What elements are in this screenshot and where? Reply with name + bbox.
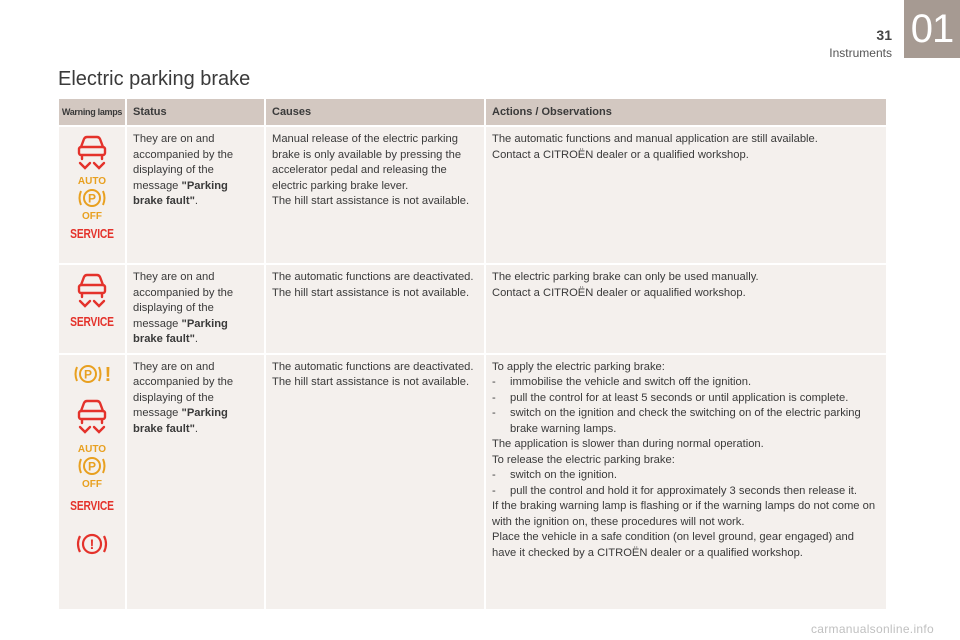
table-header-row (59, 99, 886, 127)
status-cell (127, 127, 264, 265)
status-text: They are on and accompanied by the displaying of the message (133, 133, 234, 192)
section-name: Instruments (829, 46, 892, 60)
action-list-item (492, 468, 880, 484)
action-list-item (492, 391, 880, 407)
service-icon: SERVICE (70, 498, 114, 513)
action-line: If the braking warning lamp is flashing or if the warning lamps do not come on with the ignition on, these procedures will not work. (492, 500, 876, 528)
cause-line: The hill start assistance is not available. (272, 195, 470, 207)
header-status: Status (127, 99, 264, 127)
warning-lamps-table (57, 99, 888, 611)
status-text: They are on and accompanied by the displaying of the message (133, 271, 234, 330)
service-icon: SERVICE (70, 315, 114, 329)
auto-p-off-icon (73, 443, 111, 489)
actions-cell (486, 355, 886, 611)
status-end: . (194, 333, 198, 345)
off-label: OFF (82, 211, 102, 221)
watermark: carmanualsonline.info (810, 622, 934, 636)
status-cell (127, 265, 264, 355)
status-cell (127, 355, 264, 611)
action-line: Place the vehicle in a safe condition (on level ground, gear engaged) and have it checked by a CITROËN dealer or a qualified workshop. (492, 531, 854, 559)
header-warning-lamps: Warning lamps (59, 99, 125, 127)
p-label: P (87, 191, 97, 206)
causes-cell (266, 265, 484, 355)
action-line: The application is slower than during normal operation. (492, 438, 764, 450)
brake-fault-icon (74, 397, 110, 435)
p-exclamation-icon (70, 361, 114, 387)
cause-line: Manual release of the electric parking brake is only available by pressing the accelerator pedal and releasing the electric parking brake lever. (272, 133, 462, 192)
action-line: Contact a CITROËN dealer or aqualified workshop. (492, 286, 746, 299)
cause-line: The hill start assistance is not available. (272, 286, 470, 299)
action-list-item (492, 375, 880, 391)
header-actions: Actions / Observations (486, 99, 886, 127)
brake-fault-icon (74, 133, 110, 171)
table-row (59, 265, 886, 355)
causes-cell (266, 127, 484, 265)
list-dash: - (492, 484, 496, 497)
action-list-item (492, 406, 880, 437)
exclamation-label: ! (104, 363, 112, 386)
list-text: pull the control and hold it for approximately 3 seconds then release it. (510, 484, 858, 497)
action-line: The automatic functions and manual application are still available. (492, 133, 818, 145)
page-title: Electric parking brake (58, 68, 251, 90)
exclamation-label: ! (89, 536, 95, 552)
auto-p-off-icon (73, 175, 111, 221)
list-text: switch on the ignition. (510, 469, 617, 481)
list-dash: - (492, 391, 496, 404)
auto-label: AUTO (77, 443, 107, 455)
action-line: To release the electric parking brake: (492, 453, 675, 466)
status-end: . (194, 195, 198, 207)
list-text: switch on the ignition and check the switching on of the electric parking brake warning lamps. (510, 407, 861, 435)
list-dash: - (492, 407, 496, 419)
status-message: "Parking brake fault" (133, 407, 228, 435)
action-line: The electric parking brake can only be used manually. (492, 271, 759, 283)
action-line: To apply the electric parking brake: (492, 360, 665, 373)
action-line: Contact a CITROËN dealer or a qualified workshop. (492, 148, 749, 161)
brake-warning-icon (72, 530, 112, 558)
list-dash: - (492, 376, 496, 388)
list-text: immobilise the vehicle and switch off the ignition. (510, 376, 752, 388)
causes-cell (266, 355, 484, 611)
status-message: "Parking brake fault" (133, 317, 228, 345)
auto-label: AUTO (77, 176, 107, 187)
status-end: . (194, 422, 198, 435)
action-list-item (492, 484, 880, 500)
table-row (59, 355, 886, 611)
off-label: OFF (82, 478, 102, 489)
p-label: P (83, 367, 93, 381)
actions-cell (486, 127, 886, 265)
status-text: They are on and accompanied by the displaying of the message (133, 360, 234, 419)
p-label: P (87, 459, 97, 473)
status-message: "Parking brake fault" (133, 179, 228, 207)
page-number: 31 (876, 27, 892, 43)
cause-line: The automatic functions are deactivated. (272, 271, 474, 283)
cause-line: The hill start assistance is not available. (272, 376, 470, 388)
warning-lamps-cell (59, 265, 125, 355)
header-causes: Causes (266, 99, 484, 127)
warning-lamps-cell (59, 355, 125, 611)
chapter-tab: 01 (904, 0, 960, 58)
table-row (59, 127, 886, 265)
actions-cell (486, 265, 886, 355)
list-dash: - (492, 469, 496, 481)
brake-fault-icon (74, 271, 110, 309)
cause-line: The automatic functions are deactivated. (272, 360, 474, 373)
list-text: pull the control for at least 5 seconds or until application is complete. (510, 391, 849, 404)
service-icon: SERVICE (70, 227, 114, 241)
warning-lamps-cell (59, 127, 125, 265)
